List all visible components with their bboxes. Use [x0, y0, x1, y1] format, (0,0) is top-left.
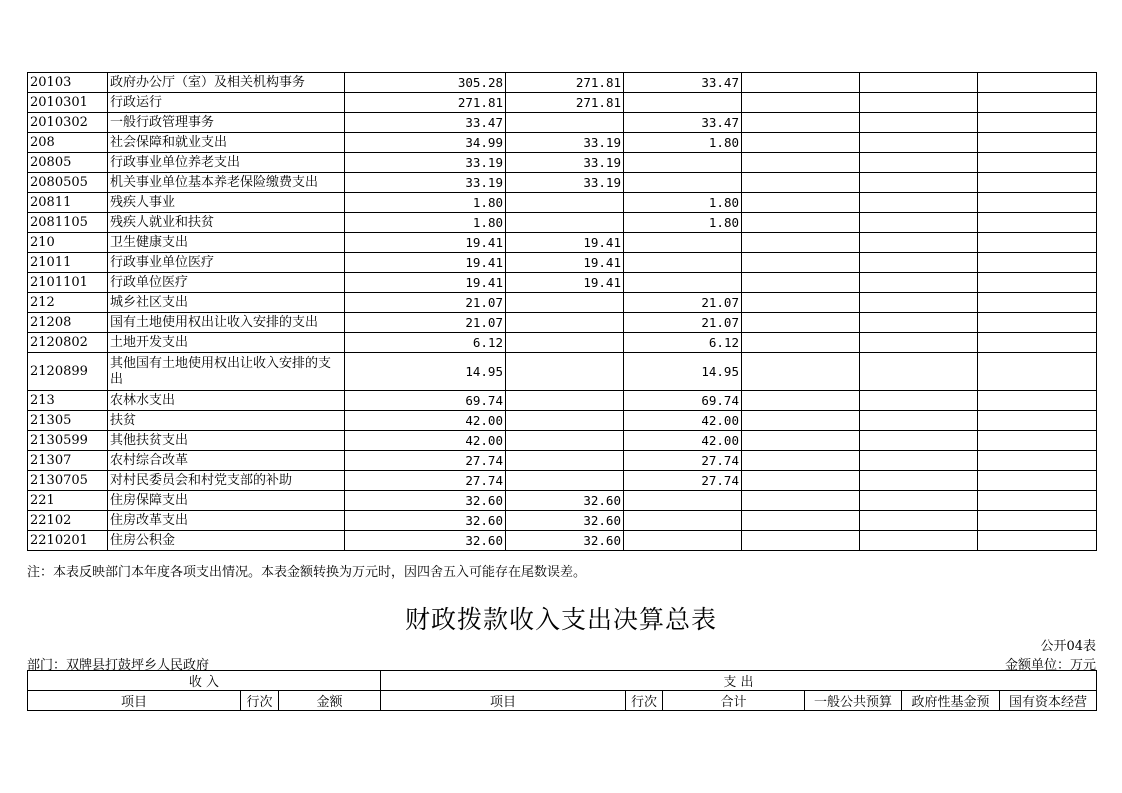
row-project: 21.07: [624, 313, 742, 333]
row-empty-cell: [742, 293, 860, 313]
row-empty-cell: [978, 253, 1097, 273]
row-total: 21.07: [345, 293, 506, 313]
row-basic: [506, 313, 624, 333]
row-empty-cell: [978, 491, 1097, 511]
row-name: 住房改革支出: [108, 511, 345, 531]
row-name: 政府办公厅（室）及相关机构事务: [108, 73, 345, 93]
row-project: 27.74: [624, 471, 742, 491]
row-empty-cell: [860, 93, 978, 113]
row-total: 32.60: [345, 531, 506, 551]
table-row: [28, 431, 1097, 451]
department-label: 部门：双牌县打鼓坪乡人民政府: [27, 658, 210, 673]
table-row: [28, 353, 1097, 391]
row-code: 2080505: [28, 173, 108, 193]
row-name: 农村综合改革: [108, 451, 345, 471]
row-code: 2010302: [28, 113, 108, 133]
row-empty-cell: [978, 451, 1097, 471]
row-name: 农林水支出: [108, 391, 345, 411]
row-code: 212: [28, 293, 108, 313]
row-basic: [506, 293, 624, 313]
row-empty-cell: [860, 73, 978, 93]
col-general-budget: 一般公共预算: [805, 691, 902, 711]
row-code: 2120802: [28, 333, 108, 353]
row-empty-cell: [742, 313, 860, 333]
row-empty-cell: [978, 511, 1097, 531]
col-income-amount: 金额: [279, 691, 381, 711]
row-name: 城乡社区支出: [108, 293, 345, 313]
row-code: 2120899: [28, 353, 108, 391]
row-empty-cell: [978, 391, 1097, 411]
col-income-line: 行次: [241, 691, 279, 711]
row-project: 21.07: [624, 293, 742, 313]
row-total: 1.80: [345, 213, 506, 233]
row-basic: 33.19: [506, 153, 624, 173]
row-empty-cell: [860, 233, 978, 253]
row-project: [624, 511, 742, 531]
row-total: 33.19: [345, 153, 506, 173]
row-empty-cell: [978, 133, 1097, 153]
row-code: 20103: [28, 73, 108, 93]
row-basic: 271.81: [506, 73, 624, 93]
row-name: 行政单位医疗: [108, 273, 345, 293]
table-row: [28, 451, 1097, 471]
row-empty-cell: [860, 273, 978, 293]
table-row: [28, 233, 1097, 253]
row-basic: 33.19: [506, 133, 624, 153]
row-empty-cell: [742, 233, 860, 253]
row-project: [624, 173, 742, 193]
row-project: 33.47: [624, 113, 742, 133]
row-project: [624, 153, 742, 173]
row-code: 221: [28, 491, 108, 511]
row-basic: [506, 411, 624, 431]
row-code: 208: [28, 133, 108, 153]
table-code: 公开04表: [1040, 639, 1096, 654]
row-total: 27.74: [345, 451, 506, 471]
row-name: 其他国有土地使用权出让收入安排的支出: [108, 353, 345, 391]
row-name: 残疾人事业: [108, 193, 345, 213]
row-total: 69.74: [345, 391, 506, 411]
row-total: 42.00: [345, 411, 506, 431]
col-expense-item: 项目: [381, 691, 626, 711]
row-basic: [506, 113, 624, 133]
row-empty-cell: [860, 531, 978, 551]
row-code: 22102: [28, 511, 108, 531]
row-code: 213: [28, 391, 108, 411]
row-basic: [506, 391, 624, 411]
row-empty-cell: [742, 133, 860, 153]
row-name: 残疾人就业和扶贫: [108, 213, 345, 233]
row-empty-cell: [742, 113, 860, 133]
table-row: [28, 471, 1097, 491]
row-total: 19.41: [345, 273, 506, 293]
row-name: 扶贫: [108, 411, 345, 431]
row-name: 土地开发支出: [108, 333, 345, 353]
table-row: [28, 531, 1097, 551]
section-header-row: [28, 671, 1097, 691]
row-basic: 19.41: [506, 253, 624, 273]
row-empty-cell: [742, 353, 860, 391]
row-code: 20805: [28, 153, 108, 173]
income-header: 收 入: [28, 671, 381, 691]
row-project: 6.12: [624, 333, 742, 353]
row-code: 2130705: [28, 471, 108, 491]
row-empty-cell: [860, 391, 978, 411]
expenditure-table: [27, 72, 1097, 551]
row-total: 1.80: [345, 193, 506, 213]
row-empty-cell: [978, 73, 1097, 93]
row-empty-cell: [860, 293, 978, 313]
row-empty-cell: [742, 333, 860, 353]
table-note: 注：本表反映部门本年度各项支出情况。本表金额转换为万元时，因四舍五入可能存在尾数误差。: [27, 565, 587, 580]
row-total: 32.60: [345, 491, 506, 511]
col-expense-total: 合计: [663, 691, 805, 711]
row-empty-cell: [742, 411, 860, 431]
row-name: 对村民委员会和村党支部的补助: [108, 471, 345, 491]
row-code: 21307: [28, 451, 108, 471]
table-row: [28, 391, 1097, 411]
row-empty-cell: [742, 193, 860, 213]
page-title: 财政拨款收入支出决算总表: [404, 605, 717, 634]
row-empty-cell: [742, 471, 860, 491]
row-empty-cell: [742, 511, 860, 531]
row-empty-cell: [860, 133, 978, 153]
row-empty-cell: [860, 411, 978, 431]
row-empty-cell: [742, 253, 860, 273]
row-empty-cell: [860, 213, 978, 233]
row-empty-cell: [978, 333, 1097, 353]
table-row: [28, 113, 1097, 133]
row-empty-cell: [860, 491, 978, 511]
table-row: [28, 253, 1097, 273]
row-code: 21011: [28, 253, 108, 273]
row-project: 42.00: [624, 411, 742, 431]
row-project: [624, 531, 742, 551]
col-expense-line: 行次: [626, 691, 663, 711]
row-total: 21.07: [345, 313, 506, 333]
row-name: 社会保障和就业支出: [108, 133, 345, 153]
table-row: [28, 133, 1097, 153]
row-name: 卫生健康支出: [108, 233, 345, 253]
row-total: 27.74: [345, 471, 506, 491]
row-empty-cell: [978, 313, 1097, 333]
row-project: 27.74: [624, 451, 742, 471]
row-code: 20811: [28, 193, 108, 213]
row-name: 行政事业单位养老支出: [108, 153, 345, 173]
row-project: 69.74: [624, 391, 742, 411]
row-empty-cell: [860, 511, 978, 531]
row-empty-cell: [860, 193, 978, 213]
row-project: [624, 273, 742, 293]
row-empty-cell: [742, 213, 860, 233]
row-basic: 19.41: [506, 233, 624, 253]
row-empty-cell: [978, 293, 1097, 313]
row-code: 2130599: [28, 431, 108, 451]
row-empty-cell: [742, 273, 860, 293]
row-total: 19.41: [345, 253, 506, 273]
row-basic: [506, 353, 624, 391]
row-empty-cell: [742, 451, 860, 471]
row-code: 2081105: [28, 213, 108, 233]
table-row: [28, 491, 1097, 511]
row-total: 42.00: [345, 431, 506, 451]
row-code: 21208: [28, 313, 108, 333]
expense-header: 支 出: [381, 671, 1097, 691]
row-empty-cell: [978, 273, 1097, 293]
row-empty-cell: [860, 173, 978, 193]
row-empty-cell: [978, 353, 1097, 391]
row-empty-cell: [978, 173, 1097, 193]
row-empty-cell: [978, 233, 1097, 253]
row-empty-cell: [742, 73, 860, 93]
row-code: 2101101: [28, 273, 108, 293]
row-name: 住房保障支出: [108, 491, 345, 511]
row-basic: [506, 471, 624, 491]
row-empty-cell: [978, 113, 1097, 133]
row-basic: 19.41: [506, 273, 624, 293]
row-basic: [506, 213, 624, 233]
row-basic: [506, 333, 624, 353]
row-total: 6.12: [345, 333, 506, 353]
table-row: [28, 173, 1097, 193]
row-empty-cell: [860, 253, 978, 273]
row-total: 19.41: [345, 233, 506, 253]
row-empty-cell: [860, 471, 978, 491]
row-empty-cell: [978, 411, 1097, 431]
row-project: [624, 233, 742, 253]
row-total: 34.99: [345, 133, 506, 153]
row-basic: 33.19: [506, 173, 624, 193]
row-code: 2010301: [28, 93, 108, 113]
row-empty-cell: [860, 113, 978, 133]
table-row: [28, 213, 1097, 233]
table-row: [28, 73, 1097, 93]
row-total: 32.60: [345, 511, 506, 531]
row-basic: 32.60: [506, 531, 624, 551]
row-total: 271.81: [345, 93, 506, 113]
row-empty-cell: [978, 431, 1097, 451]
row-project: [624, 93, 742, 113]
row-empty-cell: [860, 431, 978, 451]
row-project: 1.80: [624, 213, 742, 233]
row-code: 2210201: [28, 531, 108, 551]
row-project: 42.00: [624, 431, 742, 451]
row-code: 21305: [28, 411, 108, 431]
row-basic: [506, 431, 624, 451]
row-name: 国有土地使用权出让收入安排的支出: [108, 313, 345, 333]
row-name: 机关事业单位基本养老保险缴费支出: [108, 173, 345, 193]
row-empty-cell: [978, 531, 1097, 551]
row-basic: [506, 451, 624, 471]
row-empty-cell: [978, 471, 1097, 491]
row-basic: 32.60: [506, 491, 624, 511]
row-name: 行政运行: [108, 93, 345, 113]
table-row: [28, 193, 1097, 213]
row-total: 33.47: [345, 113, 506, 133]
row-basic: 271.81: [506, 93, 624, 113]
row-project: 33.47: [624, 73, 742, 93]
row-total: 33.19: [345, 173, 506, 193]
row-project: 14.95: [624, 353, 742, 391]
col-income-item: 项目: [28, 691, 241, 711]
row-empty-cell: [860, 333, 978, 353]
row-project: 1.80: [624, 193, 742, 213]
row-total: 14.95: [345, 353, 506, 391]
row-empty-cell: [742, 93, 860, 113]
unit-label: 金额单位：万元: [1004, 658, 1096, 673]
table-row: [28, 293, 1097, 313]
row-name: 一般行政管理事务: [108, 113, 345, 133]
table-row: [28, 153, 1097, 173]
row-name: 住房公积金: [108, 531, 345, 551]
table-row: [28, 511, 1097, 531]
row-empty-cell: [860, 313, 978, 333]
row-empty-cell: [978, 93, 1097, 113]
row-name: 其他扶贫支出: [108, 431, 345, 451]
column-header-row: [28, 691, 1097, 711]
row-project: 1.80: [624, 133, 742, 153]
table-row: [28, 411, 1097, 431]
row-empty-cell: [978, 193, 1097, 213]
row-empty-cell: [742, 153, 860, 173]
table-row: [28, 313, 1097, 333]
row-name: 行政事业单位医疗: [108, 253, 345, 273]
row-empty-cell: [978, 213, 1097, 233]
fiscal-summary-table: [27, 670, 1097, 711]
row-empty-cell: [742, 391, 860, 411]
row-basic: [506, 193, 624, 213]
row-empty-cell: [978, 153, 1097, 173]
row-code: 210: [28, 233, 108, 253]
row-empty-cell: [742, 531, 860, 551]
table-row: [28, 273, 1097, 293]
table-row: [28, 93, 1097, 113]
row-project: [624, 491, 742, 511]
row-project: [624, 253, 742, 273]
col-state-capital: 国有资本经营: [1000, 691, 1097, 711]
row-empty-cell: [860, 451, 978, 471]
col-fund-budget: 政府性基金预: [902, 691, 1000, 711]
table-row: [28, 333, 1097, 353]
row-total: 305.28: [345, 73, 506, 93]
row-empty-cell: [742, 173, 860, 193]
row-empty-cell: [860, 153, 978, 173]
row-empty-cell: [860, 353, 978, 391]
row-empty-cell: [742, 431, 860, 451]
row-empty-cell: [742, 491, 860, 511]
row-basic: 32.60: [506, 511, 624, 531]
